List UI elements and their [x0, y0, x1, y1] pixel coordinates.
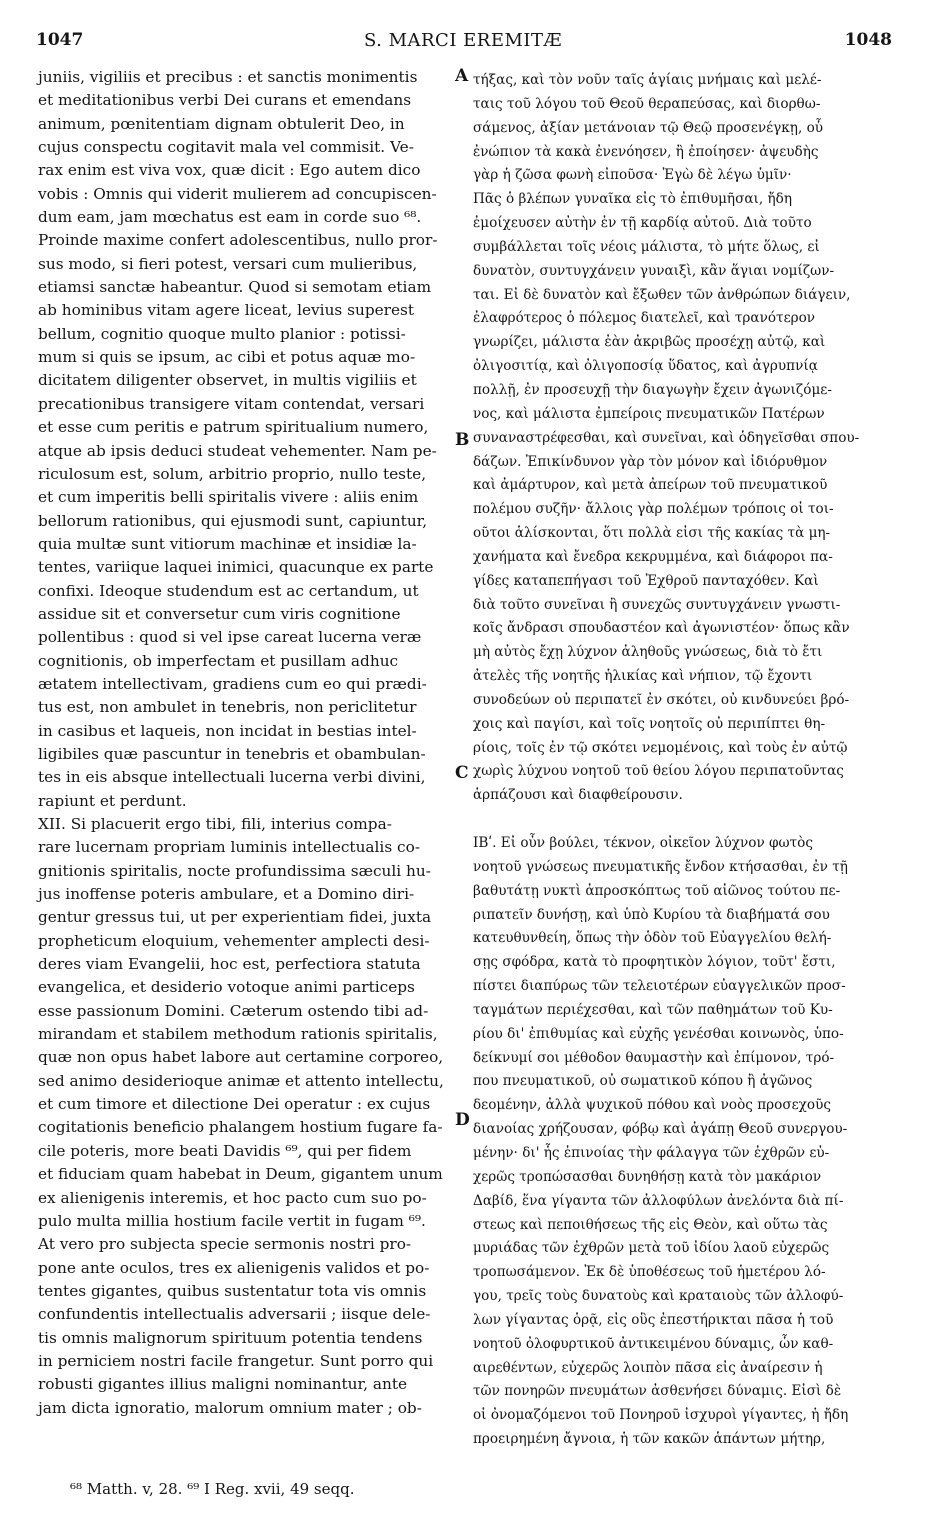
- latin-text-line: vobis : Omnis qui viderit mulierem ad concupiscen-: [38, 184, 437, 203]
- latin-text-line: rax enim est viva vox, quæ dicit : Ego autem dico: [38, 161, 421, 180]
- left-page-number: 1047: [36, 30, 84, 50]
- greek-text-line: ριπατεῖν δυνήσῃ, καὶ ὑπὸ Κυρίου τὰ διαβήματά σου: [473, 906, 830, 923]
- latin-text-line: bellum, cognitio quoque multo planior : potissi-: [38, 324, 406, 343]
- greek-text-line: πολλῇ, ἐν προσευχῇ τὴν διαγωγὴν ἔχειν ἀγωνιζόμε-: [473, 381, 832, 398]
- latin-text-line: deres viam Evangelii, hoc est, perfectiora statuta: [38, 955, 421, 974]
- greek-text-line: ρίοις, τοῖς ἐν τῷ σκότει νεμομένοις, καὶ τοὺς ἐν αὐτῷ: [473, 739, 848, 756]
- greek-text-line: γὰρ ἡ ζῶσα φωνὴ εἰποῦσα· Ἐγὼ δὲ λέγω ὑμῖν·: [473, 167, 792, 184]
- greek-text-line: Πᾶς ὁ βλέπων γυναῖκα εἰς τὸ ἐπιθυμῆσαι, ἤδη: [473, 191, 792, 208]
- greek-text-line: ἐλαφρότερος ὁ πόλεμος διατελεῖ, καὶ τρανότερον: [473, 310, 816, 327]
- latin-text-line: assidue sit et conversetur cum viris cognitione: [38, 604, 401, 623]
- greek-text-line: τήξας, καὶ τὸν νοῦν ταῖς ἁγίαις μνήμαις καὶ μελέ-: [473, 72, 822, 88]
- running-title: S. MARCI EREMITÆ: [363, 30, 563, 51]
- greek-text-line: ἁρπάζουσι καὶ διαφθείρουσιν.: [473, 787, 683, 804]
- latin-text-line: tes in eis absque intellectuali lucerna verbi divini,: [38, 768, 426, 787]
- greek-column: [473, 69, 893, 1452]
- margin-letter-d: D: [455, 1110, 470, 1130]
- latin-text-line: bellorum rationibus, qui ejusmodi sunt, capiuntur,: [38, 511, 428, 530]
- latin-text-line: tentes, variique laquei inimici, quacunque ex parte: [38, 558, 434, 577]
- greek-text-line: νοητοῦ γνώσεως πνευματικῆς ἔνδον κτήσασθαι, ἐν τῇ: [473, 858, 848, 875]
- greek-text-line: ἀτελὲς τῆς νοητῆς ἡλικίας καὶ νήπιον, τῷ ἔχοντι: [473, 668, 813, 685]
- margin-letter-a: A: [455, 66, 469, 86]
- latin-text-line: gentur gressus tui, ut per experientiam fidei, juxta: [38, 908, 432, 927]
- greek-text-line: γίδες καταπεπήγασι τοῦ Ἐχθροῦ πανταχόθεν. Καὶ: [473, 572, 819, 589]
- latin-text-line: juniis, vigiliis et precibus : et sanctis monimentis: [38, 68, 418, 86]
- latin-text-line: evangelica, et desiderio votoque animi particeps: [38, 978, 415, 997]
- latin-text-line: quæ non opus habet labore aut certamine corporeo,: [38, 1048, 444, 1067]
- greek-text-line: δείκνυμί σοι μέθοδον θαυμαστὴν καὶ ἐπίμονον, τρό-: [473, 1049, 835, 1066]
- greek-text-line: μὴ αὐτὸς ἔχῃ λύχνον ἀληθοῦς γνώσεως, διὰ τὸ ἔτι: [473, 644, 823, 661]
- latin-text-line: mirandam et stabilem methodum rationis spiritalis,: [38, 1025, 438, 1044]
- greek-text-line: λων γίγαντας ὁρᾷ, εἰς οὓς ἐπεστήρικται πᾶσα ἡ τοῦ: [473, 1311, 834, 1328]
- latin-text-line: riculosum est, solum, arbitrio proprio, nullo teste,: [38, 464, 427, 483]
- greek-text-line: δυνατὸν, συντυγχάνειν γυναιξὶ, κἂν ἅγιαι νομίζων-: [473, 262, 835, 279]
- greek-text-line: πολέμου συζῆν· ἄλλοις γὰρ πολέμων τρόποις οἱ τοι-: [473, 501, 834, 518]
- latin-text-line: pollentibus : quod si vel ipse careat lucerna veræ: [38, 628, 422, 647]
- latin-text-line: mum si quis se ipsum, ac cibi et potus aquæ mo-: [38, 348, 416, 367]
- latin-text-line: et esse cum peritis e patrum spiritualium numero,: [38, 418, 429, 437]
- latin-text-line: robusti gigantes illius maligni nominantur, ante: [38, 1375, 408, 1394]
- greek-text-line: πίστει διαπύρως τῶν τελειοτέρων εὐαγγελικῶν προσ-: [473, 978, 846, 995]
- greek-text-line: τῶν πονηρῶν πνευμάτων ἀσθενήσει δύναμις. Εἰσὶ δὲ: [473, 1383, 842, 1400]
- latin-text-line: dicitatem diligenter observet, in multis vigiliis et: [38, 371, 417, 390]
- greek-text-line: οῦτοι ἁλίσκονται, ὅτι πολλὰ εἰσι τῆς κακίας τὰ μη-: [473, 525, 831, 542]
- latin-text-line: confundentis intellectualis adversarii ; iisque dele-: [38, 1305, 431, 1324]
- greek-text-line: Δαβίδ, ἕνα γίγαντα τῶν ἀλλοφύλων ἀνελόντα διὰ πί-: [473, 1192, 844, 1209]
- latin-text-line: et cum timore et dilectione Dei operatur : ex cujus: [38, 1095, 431, 1114]
- greek-text-line: προειρημένη ἄγνοια, ἡ τῶν κακῶν ἁπάντων μήτηρ,: [473, 1431, 826, 1448]
- greek-text-line: ταις τοῦ λόγου τοῦ Θεοῦ θεραπεύσας, καὶ διορθω-: [473, 95, 821, 112]
- greek-text-line: ται. Εἰ δὲ δυνατὸν καὶ ἔξωθεν τῶν ἀνθρώπων διάγειν,: [473, 286, 851, 303]
- latin-text-line: At vero pro subjecta specie sermonis nostri pro-: [38, 1235, 412, 1254]
- latin-text-line: tus est, non ambulet in tenebris, non periclitetur: [38, 698, 417, 717]
- greek-text-line: νοητοῦ ὀλοφυρτικοῦ ἀντικειμένου δύναμις, ὧν καθ-: [473, 1335, 834, 1352]
- latin-text-line: ab hominibus vitam agere liceat, levius superest: [38, 301, 415, 320]
- latin-text-line: jus inoffense poteris ambulare, et a Domino diri-: [38, 885, 415, 904]
- greek-text-line: δάζων. Ἐπικίνδυνον γὰρ τὸν μόνον καὶ ἰδιόρυθμον: [473, 453, 828, 470]
- greek-text-line: που πνευματικοῦ, οὐ σωματικοῦ κόπου ἢ ἀγῶνος: [473, 1073, 813, 1090]
- latin-text-line: atque ab ipsis deduci studeat vehementer. Nam pe-: [38, 441, 437, 460]
- greek-text-line: δεομένην, ἀλλὰ ψυχικοῦ πόθου καὶ νοὸς προσεχοῦς: [473, 1097, 831, 1114]
- greek-text-line: μυριάδας τῶν ἐχθρῶν μετὰ τοῦ ἰδίου λαοῦ εὐχερῶς: [473, 1240, 830, 1257]
- latin-text-line: tis omnis malignorum spirituum potentia tendens: [38, 1328, 423, 1347]
- greek-text-line: χερῶς τροπώσασθαι δυνηθήσῃ κατὰ τὸν μακάριον: [473, 1168, 822, 1185]
- greek-text-line: ὀλιγοσιτίᾳ, καὶ ὀλιγοποσίᾳ ὕδατος, καὶ ἀγρυπνίᾳ: [473, 358, 818, 375]
- greek-text-line: στεως καὶ πεποιθήσεως τῆς εἰς Θεὸν, καὶ οὕτω τὰς: [473, 1216, 828, 1233]
- latin-text-line: propheticum eloquium, vehementer amplecti desi-: [38, 931, 430, 950]
- latin-text-line: rare lucernam propriam luminis intellectualis co-: [38, 838, 420, 857]
- greek-text-line: συναναστρέφεσθαι, καὶ συνεῖναι, καὶ ὁδηγεῖσθαι σπου-: [473, 429, 860, 446]
- greek-text-line: νος, καὶ μάλιστα ἐμπείροις πνευματικῶν Πατέρων: [473, 405, 825, 422]
- margin-letter-b: B: [455, 430, 470, 450]
- greek-text-line: βαθυτάτῃ νυκτὶ ἀπροσκόπτως τοῦ αἰῶνος τούτου πε-: [473, 882, 841, 899]
- greek-text-line: μένην· δι' ἧς ἐπινοίας τὴν φάλαγγα τῶν ἐχθρῶν εὐ-: [473, 1144, 830, 1161]
- greek-text-line: χοις καὶ παγίσι, καὶ τοῖς νοητοῖς οὐ περιπίπτει θη-: [473, 715, 826, 732]
- latin-text-line: jam dicta ignoratio, malorum omnium mater ; ob-: [38, 1398, 422, 1417]
- latin-column: [38, 66, 448, 1420]
- greek-text-line: διὰ τοῦτο συνεῖναι ἢ συνεχῶς συντυγχάνειν γνωστι-: [473, 596, 841, 613]
- latin-text-line: precationibus transigere vitam contendat, versari: [38, 394, 425, 413]
- right-page-number: 1048: [844, 30, 892, 50]
- margin-letter-c: C: [455, 763, 469, 783]
- greek-text-line: αιρεθέντων, εὐχερῶς λοιπὸν πᾶσα εἰς ἀναίρεσιν ἡ: [473, 1359, 823, 1376]
- latin-text-line: et fiduciam quam habebat in Deum, gigantem unum: [38, 1165, 443, 1184]
- latin-text-line: rapiunt et perdunt.: [38, 791, 187, 810]
- greek-text-line: καὶ ἀμάρτυρον, καὶ μετὰ ἀπείρων τοῦ πνευματικοῦ: [473, 477, 828, 494]
- latin-text-line: pone ante oculos, tres ex alienigenis validos et po-: [38, 1258, 430, 1277]
- greek-text-line: χανήματα καὶ ἔνεδρα κεκρυμμένα, καὶ διάφοροι πα-: [473, 548, 833, 565]
- latin-text-line: esse passionum Domini. Cæterum ostendo tibi ad-: [38, 1001, 429, 1020]
- latin-text-line: etiamsi sanctæ habeantur. Quod si semotam etiam: [38, 278, 432, 297]
- latin-text-line: ex alienigenis interemis, et hoc pacto cum suo po-: [38, 1188, 427, 1207]
- latin-text-line: quia multæ sunt vitiorum machinæ et insidiæ la-: [38, 534, 417, 553]
- greek-text-line: κοῖς ἄνδρασι σπουδαστέον καὶ ἀγωνιστέον· ὅπως κἂν: [473, 620, 850, 637]
- greek-text-line: συμβάλλεται τοῖς νέοις μάλιστα, τὸ μήτε ὅλως, εἰ: [473, 238, 820, 255]
- latin-text-line: et cum imperitis belli spiritalis vivere : aliis enim: [38, 488, 419, 507]
- paragraph-gap: [473, 808, 893, 832]
- greek-text-line: κατευθυνθείη, ὅπως τὴν ὁδὸν τοῦ Εὐαγγελίου θελή-: [473, 930, 832, 947]
- greek-text-line: ρίου δι' ἐπιθυμίας καὶ εὐχῆς γενέσθαι κοινωνὸς, ὑπο-: [473, 1025, 844, 1042]
- greek-text-line: ἐνώπιον τὰ κακὰ ἐνενόησεν, ἢ ἐποίησεν· ἀψευδὴς: [473, 143, 819, 160]
- latin-text-line: et meditationibus verbi Dei curans et emendans: [38, 91, 412, 110]
- latin-text-line: confixi. Ideoque studendum est ac certandum, ut: [38, 581, 419, 600]
- latin-text-line: ætatem intellectivam, gradiens cum eo qui prædi-: [38, 674, 427, 693]
- latin-text-line: ligibiles quæ pascuntur in tenebris et obambulan-: [38, 744, 426, 763]
- latin-text-line: Proinde maxime confert adolescentibus, nullo pror-: [38, 231, 438, 250]
- latin-text-line: cile poteris, more beati Davidis ⁶⁹, qui per fidem: [38, 1141, 412, 1160]
- latin-text-line: animum, pœnitentiam dignam obtulerit Deo, in: [38, 114, 405, 133]
- latin-text-line: pulo multa millia hostium facile vertit in fugam ⁶⁹.: [38, 1211, 426, 1230]
- latin-text-line: in casibus et laqueis, non incidat in bestias intel-: [38, 721, 417, 740]
- latin-text-line: sed animo desiderioque animæ et attento intellectu,: [38, 1071, 444, 1090]
- footnotes: ⁶⁸ Matth. v, 28. ⁶⁹ I Reg. xvii, 49 seqq.: [70, 1480, 355, 1498]
- greek-text-line: ταγμάτων περιέχεσθαι, καὶ τῶν παθημάτων τοῦ Κυ-: [473, 1001, 833, 1018]
- greek-text-line: σῃς σφόδρα, κατὰ τὸ προφητικὸν λόγιον, τοῦτ' ἔστι,: [473, 954, 836, 971]
- latin-text-line: dum eam, jam mœchatus est eam in corde suo ⁶⁸.: [38, 208, 422, 227]
- greek-text-line: τροπωσάμενον. Ἐκ δὲ ὑποθέσεως τοῦ ἡμετέρου λό-: [473, 1264, 826, 1281]
- greek-text-line: ΙΒʹ. Εἰ οὖν βούλει, τέκνον, οἰκεῖον λύχνον φωτὸς: [473, 835, 813, 851]
- latin-text-line: sus modo, si fieri potest, versari cum mulieribus,: [38, 254, 418, 273]
- greek-text-line: χωρὶς λύχνου νοητοῦ τοῦ θείου λόγου περιπατοῦντας: [473, 763, 844, 780]
- greek-text-line: οἱ ὀνομαζόμενοι τοῦ Πονηροῦ ἰσχυροὶ γίγαντες, ἡ ἤδη: [473, 1407, 849, 1424]
- latin-text-line: XII. Si placuerit ergo tibi, fili, interius compa-: [38, 815, 392, 833]
- latin-text-line: cognitionis, ob imperfectam et pusillam adhuc: [38, 651, 399, 670]
- greek-text-line: γου, τρεῖς τοὺς δυνατοὺς καὶ κραταιοὺς τῶν ἀλλοφύ-: [473, 1288, 844, 1305]
- latin-text-line: cogitationis beneficio phalangem hostium fugare fa-: [38, 1118, 443, 1137]
- latin-text-line: tentes gigantes, quibus sustentatur tota vis omnis: [38, 1281, 427, 1300]
- greek-text-line: σάμενος, ἀξίαν μετάνοιαν τῷ Θεῷ προσενέγκῃ, οὗ: [473, 119, 824, 136]
- latin-text-line: in perniciem nostri facile frangetur. Sunt porro qui: [38, 1351, 434, 1370]
- greek-text-line: διανοίας χρήζουσαν, φόβῳ καὶ ἀγάπῃ Θεοῦ συνεργου-: [473, 1121, 848, 1138]
- greek-text-line: ἐμοίχευσεν αὐτὴν ἐν τῇ καρδίᾳ αὐτοῦ. Διὰ τοῦτο: [473, 215, 812, 232]
- greek-text-line: γνωρίζει, μάλιστα ἐὰν ἀκριβῶς προσέχῃ αὐτῷ, καὶ: [473, 334, 826, 351]
- latin-text-line: gnitionis spiritalis, nocte profundissima sæculi hu-: [38, 861, 431, 880]
- latin-text-line: cujus conspectu cogitavit mala vel commisit. Ve-: [38, 138, 414, 157]
- greek-text-line: συνοδεύων οὐ περιπατεῖ ἐν σκότει, οὐ κινδυνεύει βρό-: [473, 691, 850, 708]
